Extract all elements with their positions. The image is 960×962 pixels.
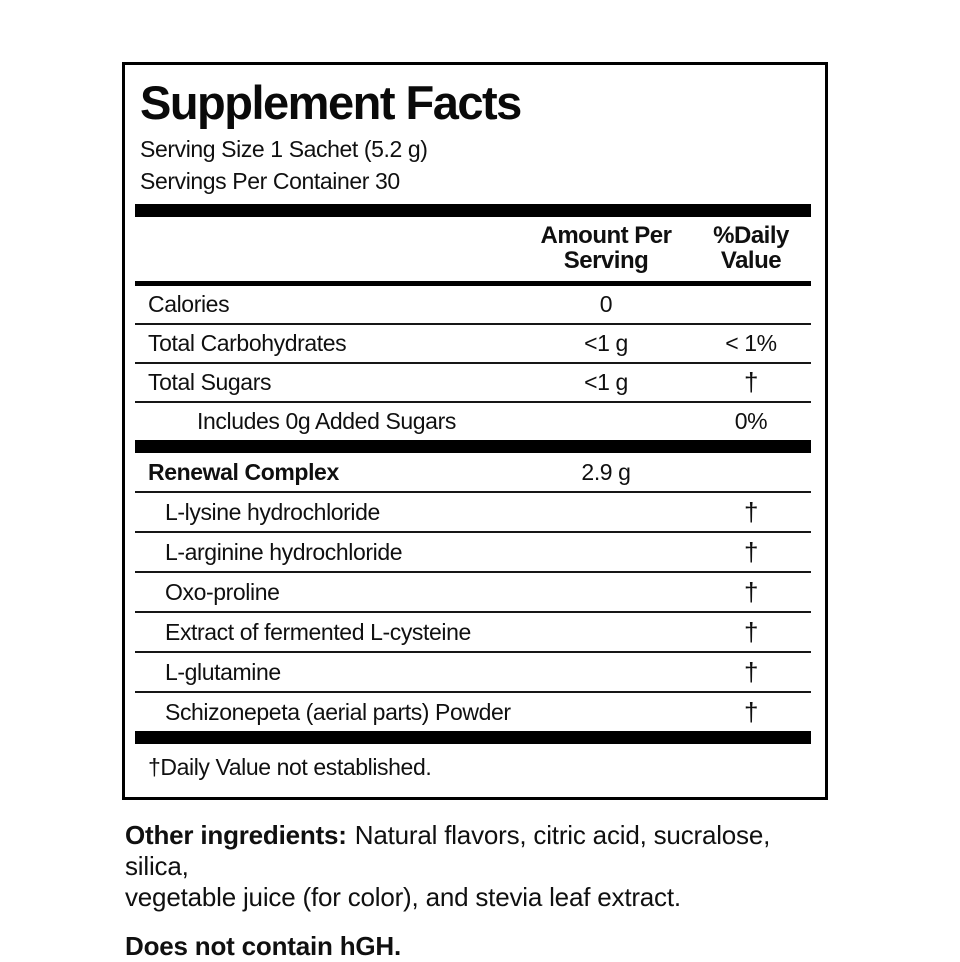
header-percent-daily-value: %Daily Value — [713, 222, 789, 274]
row-schizonepeta: Schizonepeta (aerial parts) Powder † — [165, 696, 759, 727]
other-ingredients — [125, 820, 831, 913]
row-oxo-proline: Oxo-proline † — [135, 573, 811, 613]
other-ingredients-line2: vegetable juice (for color), and stevia leaf extract. — [125, 882, 681, 912]
daily-value-footnote: †Daily Value not established. — [148, 753, 432, 780]
supplement-facts-panel — [122, 62, 828, 800]
serving-size: Serving Size 1 Sachet (5.2 g) — [140, 136, 428, 162]
panel-title: Supplement Facts — [140, 76, 521, 129]
hgh-note: Does not contain hGH. — [125, 931, 402, 961]
serving-info — [140, 133, 825, 197]
row-added-sugars: Includes 0g Added Sugars 0% — [197, 408, 768, 434]
renewal-complex-section — [135, 453, 811, 731]
thick-divider-middle — [135, 440, 811, 453]
row-calories: Calories 0 — [135, 286, 811, 325]
nutrients-section — [135, 286, 811, 440]
thick-divider-bottom — [135, 731, 811, 744]
row-total-sugars: Total Sugars <1 g † — [135, 364, 811, 403]
other-ingredients-line1: Natural flavors, citric acid, sucralose, silica, — [125, 820, 771, 881]
below-panel-text — [125, 820, 831, 962]
row-l-lysine: L-lysine hydrochloride † — [135, 493, 811, 533]
table-header — [135, 217, 811, 286]
servings-per-container: Servings Per Container 30 — [140, 168, 400, 194]
row-renewal-complex: Renewal Complex 2.9 g — [135, 453, 811, 493]
row-total-carbohydrates: Total Carbohydrates <1 g < 1% — [135, 325, 811, 364]
header-amount-per-serving: Amount Per Serving — [540, 222, 672, 274]
other-ingredients-label: Other ingredients: — [125, 820, 347, 850]
thick-divider-top — [135, 204, 811, 217]
row-l-arginine: L-arginine hydrochloride † — [135, 533, 811, 573]
row-fermented-l-cysteine: Extract of fermented L-cysteine † — [135, 613, 811, 653]
row-l-glutamine: L-glutamine † — [135, 653, 811, 693]
